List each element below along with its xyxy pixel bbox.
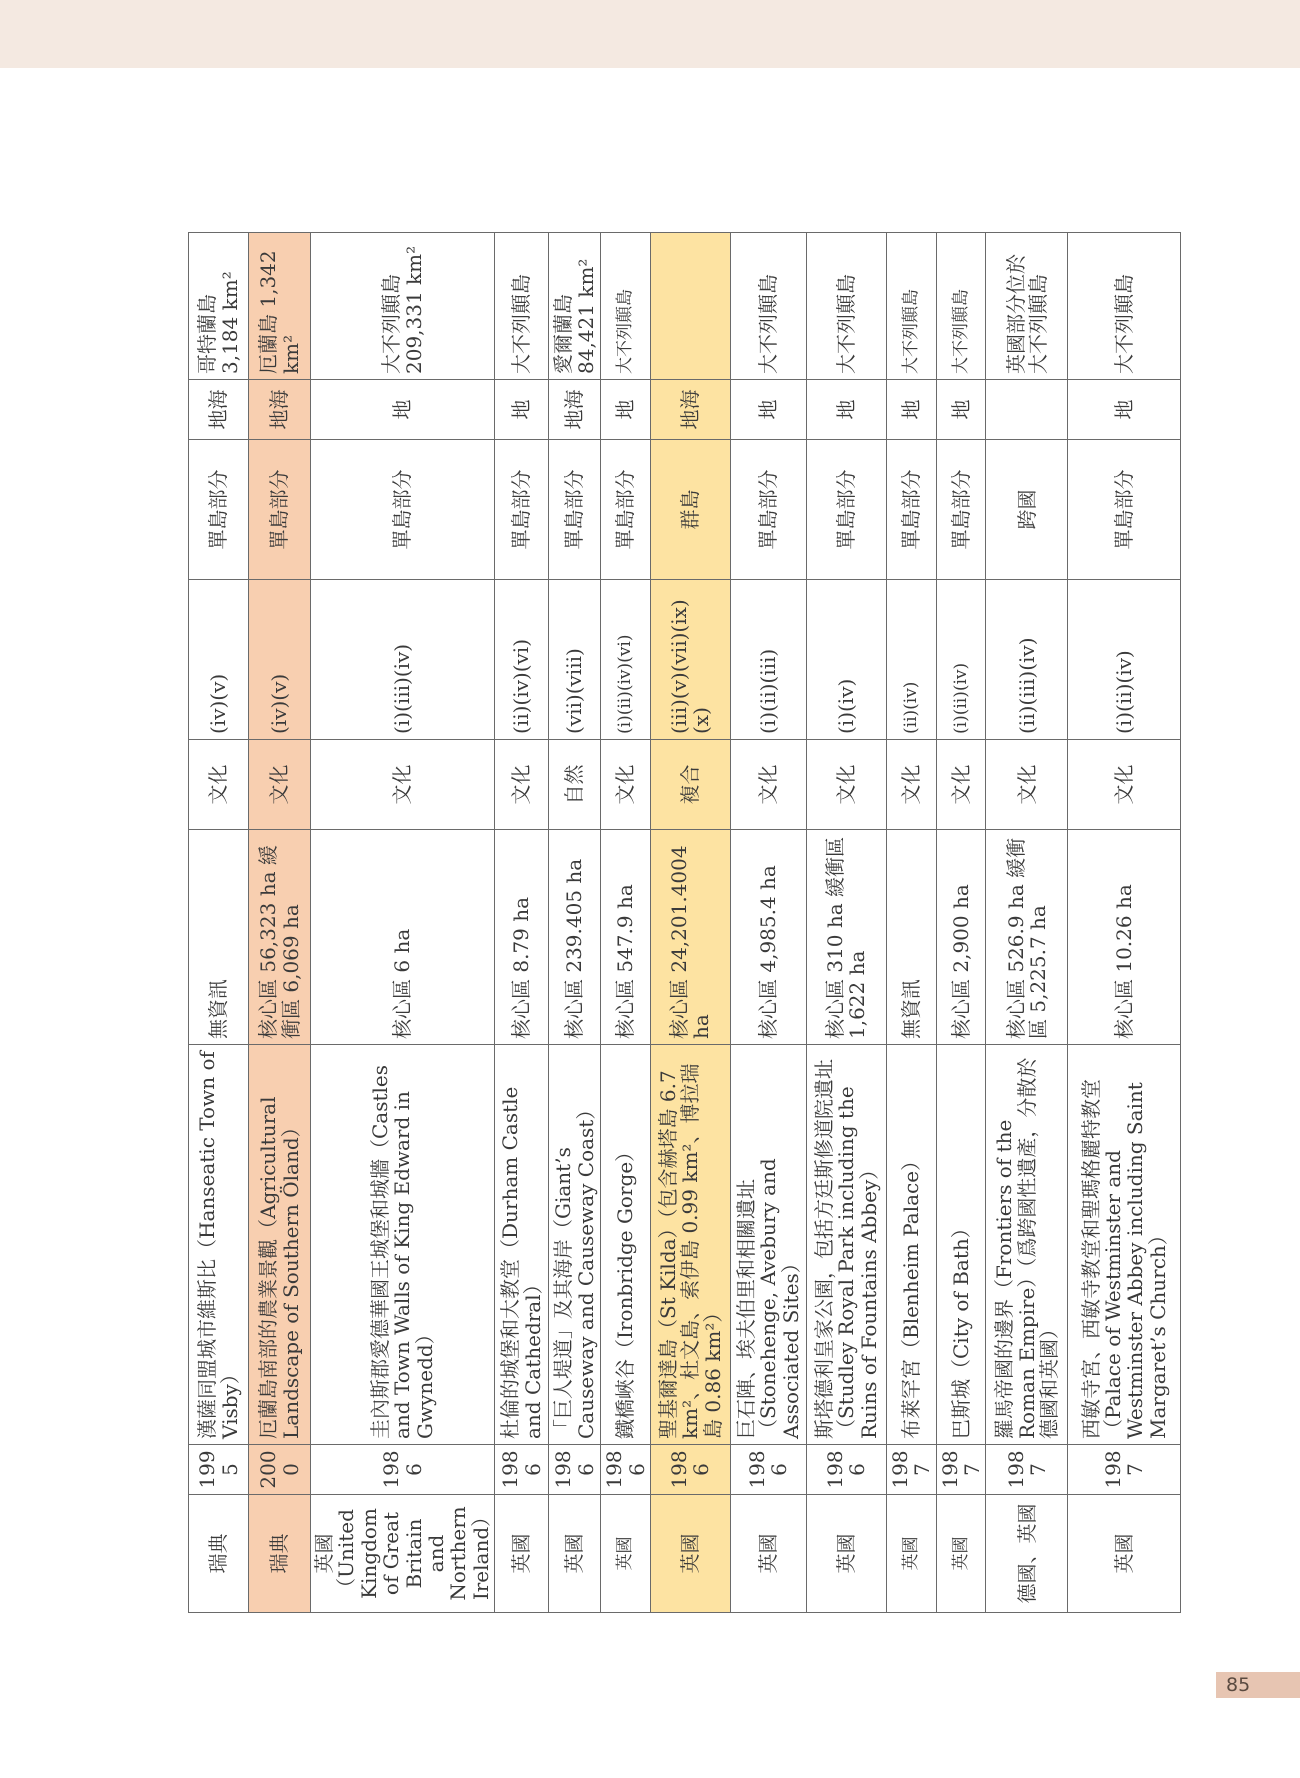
area-cell: 核心區 526.9 ha 緩衝區 5,225.7 ha: [986, 830, 1068, 1045]
area-cell: 核心區 10.26 ha: [1068, 830, 1181, 1045]
site-name-cell: 巴斯城（City of Bath）: [936, 1045, 986, 1445]
country-cell: 英國: [601, 1495, 651, 1613]
island-area-cell: 大不列顛島: [601, 233, 651, 380]
year-cell: 1986: [806, 1445, 886, 1495]
area-cell: 核心區 2,900 ha: [936, 830, 986, 1045]
area-cell: 核心區 6 ha: [311, 830, 495, 1045]
island-area-cell: 大不列顛島: [730, 233, 806, 380]
sea-cell: 地: [936, 380, 986, 440]
island-type-cell: 單島部分: [936, 440, 986, 580]
area-cell: 核心區 547.9 ha: [601, 830, 651, 1045]
table-row: [189, 233, 249, 1613]
heritage-table-rotated: [188, 233, 1170, 1613]
criteria-cell: (ii)(iii)(iv): [986, 580, 1068, 740]
country-cell: 德國、英國: [986, 1495, 1068, 1613]
heritage-table-wrapper: [188, 233, 1170, 1613]
table-body: [189, 233, 1181, 1613]
criteria-cell: (ii)(iv)(vi): [495, 580, 549, 740]
criteria-cell: (i)(iv): [806, 580, 886, 740]
island-type-cell: 單島部分: [495, 440, 549, 580]
island-area-cell: 愛爾蘭島 84,421 km²: [549, 233, 601, 380]
island-type-cell: 單島部分: [249, 440, 311, 580]
table-row: [730, 233, 806, 1613]
site-name-cell: 聖基爾達島（St Kilda）（包含赫塔島 6.7 km²、杜文島、索伊島 0.99 km²、博拉瑞島 0.86 km²）: [650, 1045, 730, 1445]
table-row: [936, 233, 986, 1613]
island-area-cell: 大不列顛島: [936, 233, 986, 380]
island-area-cell: 大不列顛島: [1068, 233, 1181, 380]
criteria-cell: (i)(ii)(iv)(vi): [601, 580, 651, 740]
year-cell: 1986: [601, 1445, 651, 1495]
table-row: [601, 233, 651, 1613]
criteria-cell: (iv)(v): [249, 580, 311, 740]
heritage-type-cell: 文化: [936, 740, 986, 830]
heritage-type-cell: 文化: [730, 740, 806, 830]
sea-cell: 地海: [189, 380, 249, 440]
year-cell: 1987: [936, 1445, 986, 1495]
country-cell: 英國（United Kingdom of Great Britain and Northern Ireland）: [311, 1495, 495, 1613]
island-area-cell: 大不列顛島 209,331 km²: [311, 233, 495, 380]
year-cell: 1987: [1068, 1445, 1181, 1495]
island-type-cell: 跨國: [986, 440, 1068, 580]
site-name-cell: 布萊罕宮（Blenheim Palace）: [886, 1045, 936, 1445]
criteria-cell: (iv)(v): [189, 580, 249, 740]
area-cell: 核心區 24,201.4004 ha: [650, 830, 730, 1045]
area-cell: 無資訊: [886, 830, 936, 1045]
year-cell: 1995: [189, 1445, 249, 1495]
criteria-cell: (i)(ii)(iii): [730, 580, 806, 740]
criteria-cell: (i)(ii)(iv): [1068, 580, 1181, 740]
area-cell: 核心區 8.79 ha: [495, 830, 549, 1045]
area-cell: 核心區 310 ha 緩衝區 1,622 ha: [806, 830, 886, 1045]
site-name-cell: 斯塔德利皇家公園，包括方廷斯修道院遺址（Studley Royal Park including the Ruins of Fountains Abbey）: [806, 1045, 886, 1445]
sea-cell: 地: [601, 380, 651, 440]
heritage-type-cell: 文化: [986, 740, 1068, 830]
criteria-cell: (ii)(iv): [886, 580, 936, 740]
criteria-cell: (iii)(v)(vii)(ix)(x): [650, 580, 730, 740]
year-cell: 1986: [650, 1445, 730, 1495]
year-cell: 1987: [986, 1445, 1068, 1495]
table-row: [1068, 233, 1181, 1613]
country-cell: 英國: [650, 1495, 730, 1613]
island-area-cell: 大不列顛島: [495, 233, 549, 380]
table-row: [495, 233, 549, 1613]
island-type-cell: 群島: [650, 440, 730, 580]
island-type-cell: 單島部分: [549, 440, 601, 580]
island-type-cell: 單島部分: [730, 440, 806, 580]
country-cell: 英國: [936, 1495, 986, 1613]
sea-cell: 地海: [549, 380, 601, 440]
table-row: [549, 233, 601, 1613]
island-area-cell: [650, 233, 730, 380]
year-cell: 1986: [730, 1445, 806, 1495]
site-name-cell: 杜倫的城堡和大教堂（Durham Castle and Cathedral）: [495, 1045, 549, 1445]
year-cell: 1986: [495, 1445, 549, 1495]
country-cell: 英國: [730, 1495, 806, 1613]
page-number: 85: [1216, 1672, 1300, 1698]
table-row: [249, 233, 311, 1613]
table-row: [650, 233, 730, 1613]
criteria-cell: (i)(ii)(iv): [936, 580, 986, 740]
island-type-cell: 單島部分: [311, 440, 495, 580]
heritage-type-cell: 文化: [495, 740, 549, 830]
heritage-type-cell: 文化: [249, 740, 311, 830]
area-cell: 核心區 239.405 ha: [549, 830, 601, 1045]
top-header-band: [0, 0, 1300, 68]
site-name-cell: 巨石陣、埃夫伯里和相關遺址（Stonehenge, Avebury and Associated Sites）: [730, 1045, 806, 1445]
sea-cell: 地: [495, 380, 549, 440]
island-area-cell: 英國部分位於大不列顛島: [986, 233, 1068, 380]
island-type-cell: 單島部分: [1068, 440, 1181, 580]
sea-cell: 地海: [249, 380, 311, 440]
island-type-cell: 單島部分: [189, 440, 249, 580]
sea-cell: 地: [311, 380, 495, 440]
country-cell: 英國: [806, 1495, 886, 1613]
heritage-type-cell: 複合: [650, 740, 730, 830]
heritage-type-cell: 文化: [886, 740, 936, 830]
criteria-cell: (i)(iii)(iv): [311, 580, 495, 740]
heritage-type-cell: 文化: [1068, 740, 1181, 830]
heritage-type-cell: 文化: [806, 740, 886, 830]
site-name-cell: 「巨人堤道」及其海岸（Giant’s Causeway and Causeway Coast）: [549, 1045, 601, 1445]
heritage-type-cell: 文化: [189, 740, 249, 830]
site-name-cell: 漢薩同盟城市維斯比（Hanseatic Town of Visby）: [189, 1045, 249, 1445]
table-row: [806, 233, 886, 1613]
year-cell: 1986: [549, 1445, 601, 1495]
country-cell: 英國: [886, 1495, 936, 1613]
sea-cell: 地: [730, 380, 806, 440]
heritage-table: [188, 232, 1181, 1613]
island-type-cell: 單島部分: [886, 440, 936, 580]
site-name-cell: 羅馬帝國的邊界（Frontiers of the Roman Empire）（爲跨國性遺產，分散於德國和英國）: [986, 1045, 1068, 1445]
country-cell: 英國: [495, 1495, 549, 1613]
area-cell: 無資訊: [189, 830, 249, 1045]
year-cell: 1986: [311, 1445, 495, 1495]
criteria-cell: (vii)(viii): [549, 580, 601, 740]
island-type-cell: 單島部分: [806, 440, 886, 580]
sea-cell: 地海: [650, 380, 730, 440]
sea-cell: [986, 380, 1068, 440]
sea-cell: 地: [806, 380, 886, 440]
sea-cell: 地: [886, 380, 936, 440]
country-cell: 瑞典: [249, 1495, 311, 1613]
table-row: [986, 233, 1068, 1613]
site-name-cell: 鐵橋峽谷（Ironbridge Gorge）: [601, 1045, 651, 1445]
site-name-cell: 圭內斯郡愛德華國王城堡和城牆（Castles and Town Walls of King Edward in Gwynedd）: [311, 1045, 495, 1445]
site-name-cell: 厄蘭島南部的農業景觀（Agricultural Landscape of Southern Öland）: [249, 1045, 311, 1445]
island-type-cell: 單島部分: [601, 440, 651, 580]
island-area-cell: 大不列顛島: [886, 233, 936, 380]
table-row: [886, 233, 936, 1613]
sea-cell: 地: [1068, 380, 1181, 440]
area-cell: 核心區 56,323 ha 緩衝區 6,069 ha: [249, 830, 311, 1045]
year-cell: 1987: [886, 1445, 936, 1495]
table-row: [311, 233, 495, 1613]
heritage-type-cell: 文化: [311, 740, 495, 830]
heritage-type-cell: 文化: [601, 740, 651, 830]
area-cell: 核心區 4,985.4 ha: [730, 830, 806, 1045]
country-cell: 瑞典: [189, 1495, 249, 1613]
island-area-cell: 哥特蘭島 3,184 km²: [189, 233, 249, 380]
heritage-type-cell: 自然: [549, 740, 601, 830]
island-area-cell: 厄蘭島 1,342 km²: [249, 233, 311, 380]
island-area-cell: 大不列顛島: [806, 233, 886, 380]
country-cell: 英國: [1068, 1495, 1181, 1613]
site-name-cell: 西敏寺宮、西敏寺教堂和聖瑪格麗特教堂（Palace of Westminster and Westminster Abbey including Saint Margaret’s Church）: [1068, 1045, 1181, 1445]
year-cell: 2000: [249, 1445, 311, 1495]
country-cell: 英國: [549, 1495, 601, 1613]
